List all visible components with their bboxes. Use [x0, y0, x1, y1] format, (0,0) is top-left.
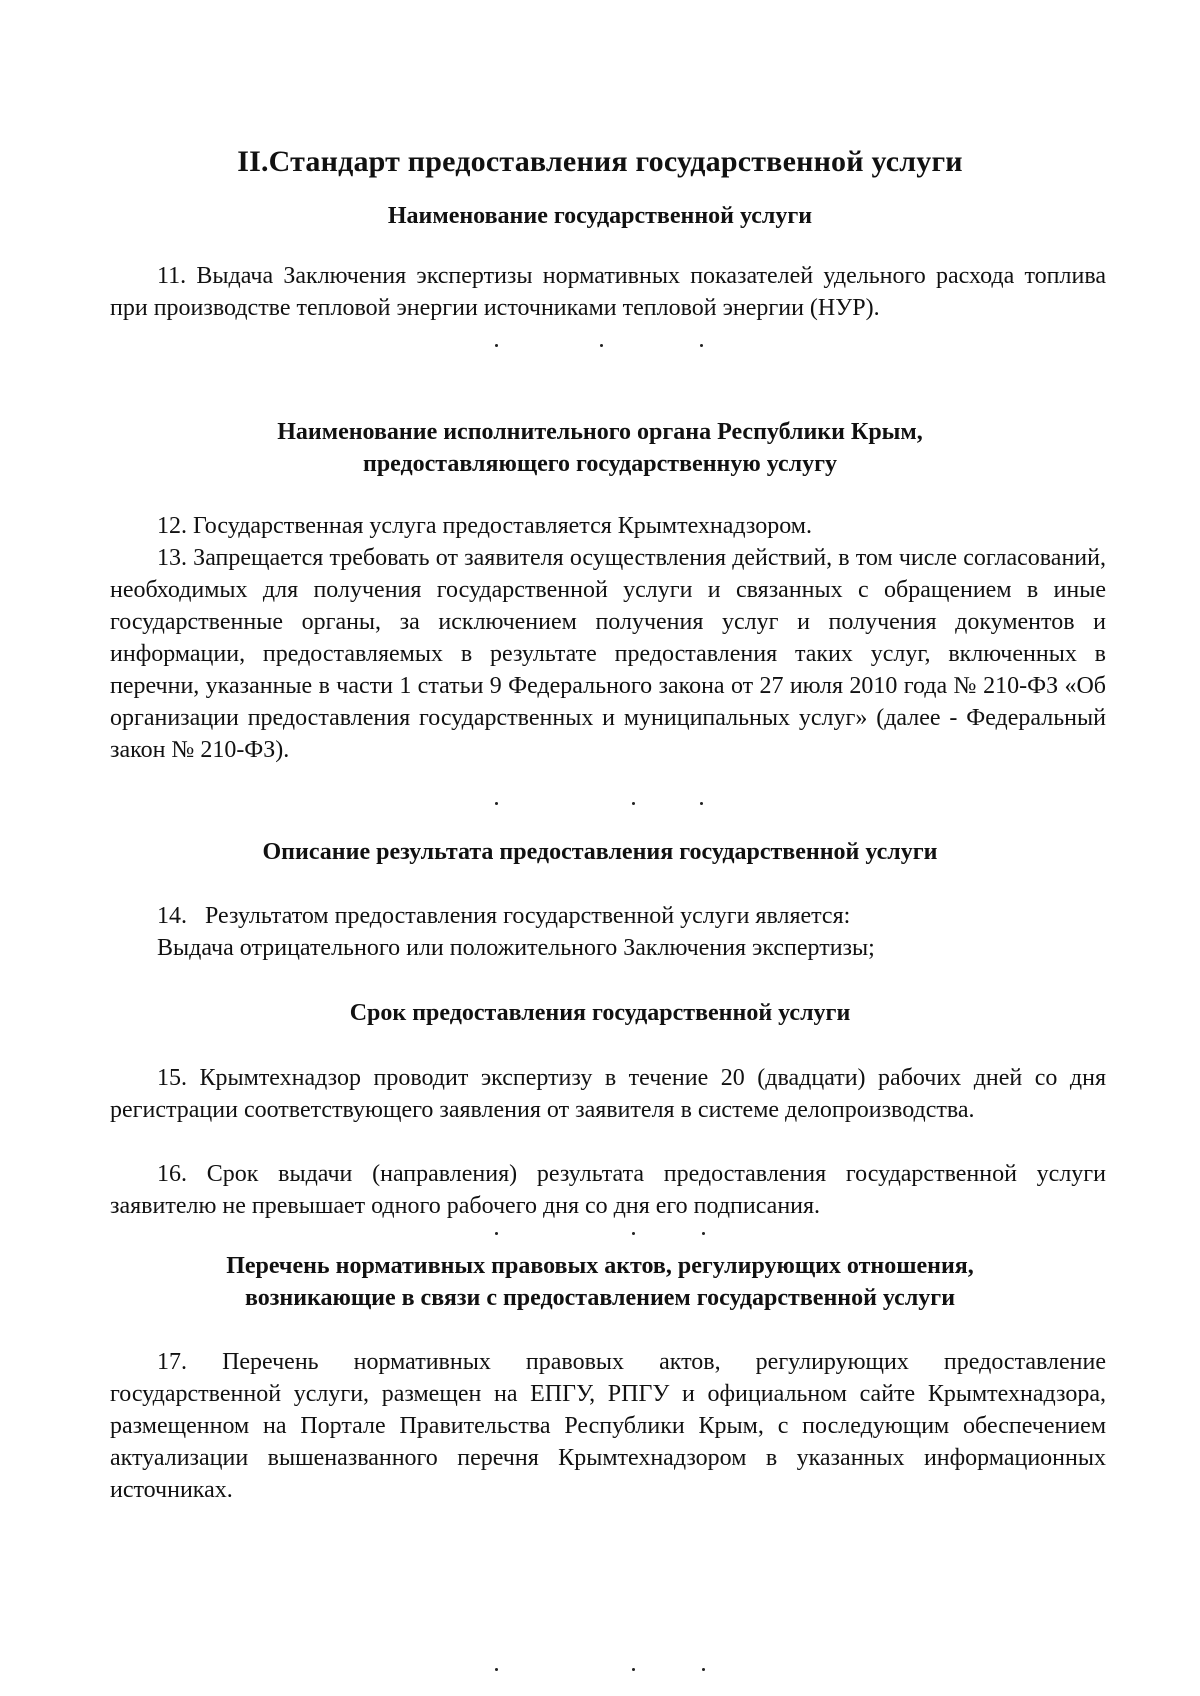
paragraph-13: 13. Запрещается требовать от заявителя осуществления действий, в том числе согласований, необходимых для получения государственной услуги и связанных с обращением в иные государственные органы, за исключением получения услуг и получения документов и информации, предоставляемых в результате предоставления таких услуг, включенных в перечни, указанные в части 1 статьи 9 Федерального закона от 27 июля 2010 года № 210-ФЗ «Об организации предоставления государственных и муниципальных услуг» (далее - Федеральный закон № 210-ФЗ).: [110, 545, 1106, 763]
paragraph-16: 16. Срок выдачи (направления) результата предоставления государственной услуги заявителю не превышает одного рабочего дня со дня его подписания.: [110, 1161, 1106, 1219]
heading-legal-acts-line2: возникающие в связи с предоставлением государственной услуги: [244, 1285, 956, 1311]
paragraph-12: 12. Государственная услуга предоставляется Крымтехнадзором.: [157, 513, 812, 539]
heading-term: Срок предоставления государственной услуги: [349, 1000, 851, 1026]
heading-executive-body-line2: предоставляющего государственную услугу: [363, 451, 837, 477]
heading-result-description: Описание результата предоставления государственной услуги: [262, 839, 938, 865]
paragraph-15: 15. Крымтехнадзор проводит экспертизу в течение 20 (двадцати) рабочих дней со дня регистрации соответствующего заявления от заявителя в системе делопроизводства.: [110, 1065, 1106, 1123]
section-title: II.Стандарт предоставления государственной услуги: [237, 145, 963, 178]
heading-legal-acts-line1: Перечень нормативных правовых актов, регулирующих отношения,: [226, 1253, 974, 1279]
heading-service-name: Наименование государственной услуги: [387, 203, 813, 229]
scan-speckle: [0, 1232, 1200, 1244]
paragraph-17: 17. Перечень нормативных правовых актов, регулирующих предоставление государственной услуги, размещен на ЕПГУ, РПГУ и официальном сайте Крымтехнадзора, размещенном на Портале Правительства Республики Крым, с последующим обеспечением актуализации вышеназванного перечня Крымтехнадзором в указанных информационных источниках.: [110, 1349, 1106, 1503]
paragraph-14-result: Выдача отрицательного или положительного Заключения экспертизы;: [157, 935, 875, 961]
scan-speckle: [0, 1668, 1200, 1680]
heading-executive-body-line1: Наименование исполнительного органа Республики Крым,: [277, 419, 923, 445]
scan-speckle: [0, 344, 1200, 356]
scan-speckle: [0, 802, 1200, 814]
paragraph-14: 14. Результатом предоставления государственной услуги является:: [157, 903, 851, 929]
paragraph-11: 11. Выдача Заключения экспертизы нормативных показателей удельного расхода топлива при производстве тепловой энергии источниками тепловой энергии (НУР).: [110, 263, 1106, 321]
